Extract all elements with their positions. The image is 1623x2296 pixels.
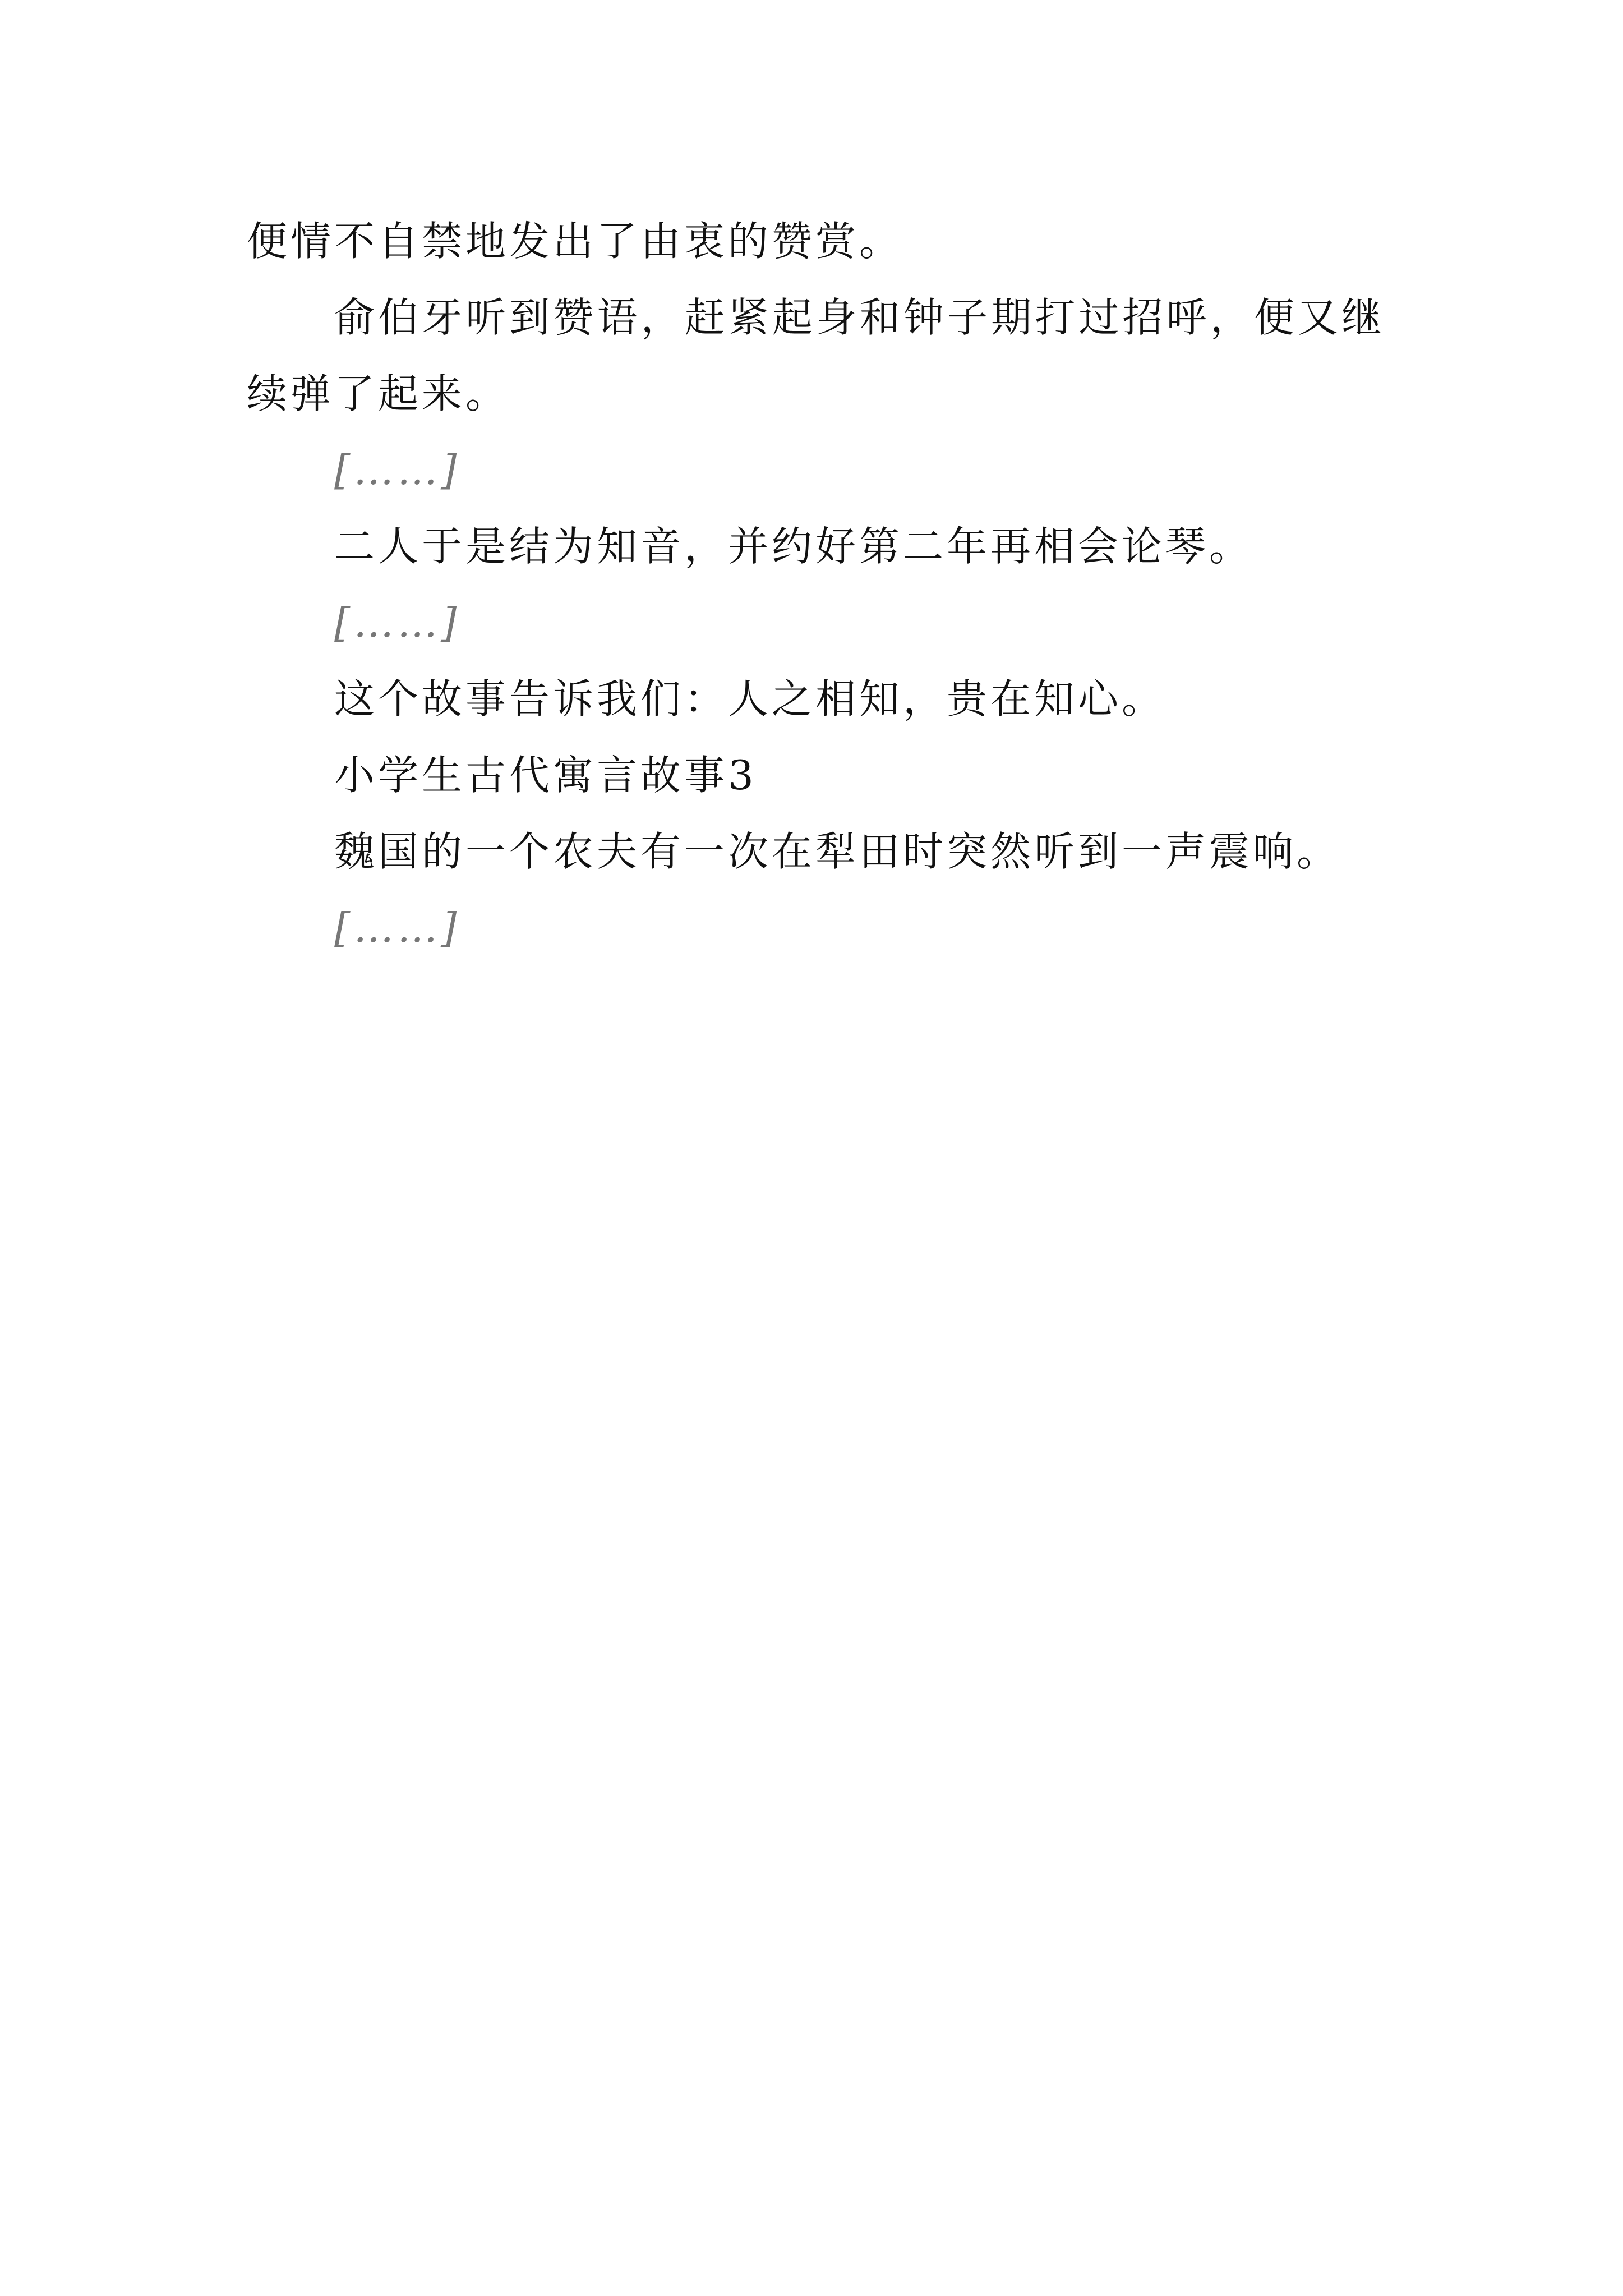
paragraph-4: 这个故事告诉我们：人之相知，贵在知心。	[334, 675, 1166, 723]
paragraph-2: 俞伯牙听到赞语，赶紧起身和钟子期打过招呼，便又继续弹了起来。	[247, 294, 1385, 417]
section-heading: 小学生古代寓言故事3	[334, 752, 757, 799]
paragraph-6: 魏国的一个农夫有一次在犁田时突然听到一声震响。	[334, 828, 1341, 875]
paragraph-6-omitted: [……]	[334, 904, 460, 951]
paragraph-3: 二人于是结为知音，并约好第二年再相会论琴。	[334, 523, 1253, 570]
paragraph-2-omitted: [……]	[334, 447, 460, 494]
document-body	[247, 203, 1385, 966]
paragraph-3-omitted: [……]	[334, 599, 460, 646]
paragraph-1: 便情不自禁地发出了由衷的赞赏。	[247, 218, 903, 265]
